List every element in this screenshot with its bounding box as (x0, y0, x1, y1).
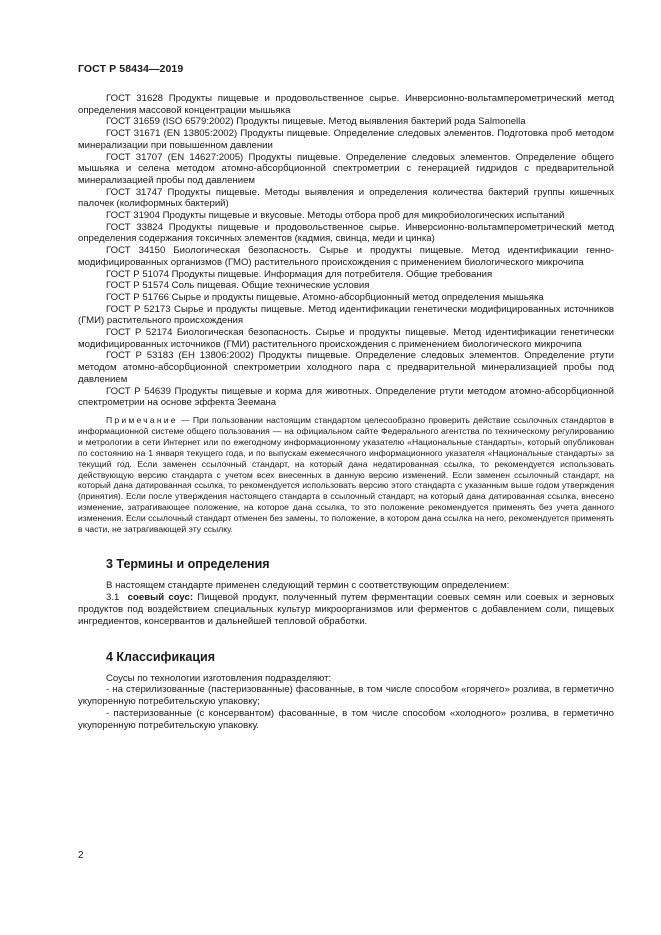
term-definition (78, 592, 614, 628)
reference-item: ГОСТ 33824 Продукты пищевые и продовольственное сырье. Инверсионно-вольтамперометрический метод определения содержания токсичных элементов (кадмия, свинца, меди и цинка) (78, 221, 614, 245)
reference-item: ГОСТ 31707 (EN 14627:2005) Продукты пищевые. Определение следовых элементов. Определение общего мышьяка и селена методом атомно-абсорбционной спектрометрии с генерацией гидридов с предварительной минерализацией пробы под давлением (78, 151, 614, 186)
reference-item: ГОСТ Р 52173 Сырье и продукты пищевые. Метод идентификации генетически модифицированных источников (ГМИ) растительного происхождения (78, 303, 614, 327)
reference-item: ГОСТ Р 51574 Соль пищевая. Общие технические условия (106, 280, 370, 292)
page-content (78, 93, 614, 732)
reference-item: ГОСТ 31659 (ISO 6579:2002) Продукты пищевые. Метод выявления бактерий рода Salmonella (106, 116, 526, 128)
section-3-intro: В настоящем стандарте применен следующий термин с соответствующим определением: (106, 579, 510, 591)
section-3 (78, 557, 614, 628)
reference-item: ГОСТ Р 51074 Продукты пищевые. Информация для потребителя. Общие требования (106, 268, 493, 280)
note-paragraph (78, 415, 614, 535)
term-definition-text: Пищевой продукт, полученный путем ферментации соевых семян или соевых и зерновых продуктов под воздействием специальных культур микроорганизмов или ферментов с добавлением соли, пищевых ингредиентов, консервантов и дальнейшей тепловой обработки. (78, 591, 614, 627)
reference-item: ГОСТ Р 54639 Продукты пищевые и корма для животных. Определение ртути методом атомно-абсорбционной спектрометрии на основе эффекта Зеемана (78, 385, 614, 409)
note-text: — При пользовании настоящим стандартом целесообразно проверить действие ссылочных стандартов в информационной системе общего пользования — на официальном сайте Федерального агентства по техническому регулированию и метрологии в сети Интернет или по ежегодному информационному указателю «Национальные стандарты», который опубликован по состоянию на 1 января текущего года, и по выпускам ежемесячного информационного указателя «Национальные стандарты» за текущий год. Если заменен ссылочный стандарт, на который дана недатированная ссылка, то рекомендуется использовать действующую версию стандарта с учетом всех внесенных в данную версию изменений. Если заменен ссылочный стандарт, на который дана датированная ссылка, то рекомендуется использовать версию этого стандарта с указанным выше годом утверждения (принятия). Если после утверждения настоящего стандарта в ссылочный стандарт, на который дана датированная ссылка, внесено изменение, затрагивающее положение, на которое дана ссылка, то это положение рекомендуется применять без учета данного изменения. Если ссылочный стандарт отменен без замены, то положение, в котором дана ссылка на него, рекомендуется применять в части, не затрагивающей эту ссылку. (78, 414, 614, 535)
reference-item: ГОСТ 34150 Биологическая безопасность. Сырье и продукты пищевые. Метод идентификации генно-модифицированных организмов (ГМО) растительного происхождения с применением биологического микрочипа (78, 245, 614, 268)
document-header: ГОСТ Р 58434—2019 (78, 63, 184, 75)
section-3-title: 3 Термины и определения (106, 556, 270, 571)
classification-item: - пастеризованные (с консервантом) фасованные, в том числе способом «холодного» розлива, в герметично укупоренную потребительскую упаковку. (78, 708, 614, 732)
term-name: соевый соус: (127, 591, 194, 603)
page-number: 2 (78, 850, 84, 861)
reference-item: ГОСТ 31671 (EN 13805:2002) Продукты пищевые. Определение следовых элементов. Подготовка проб методом минерализации при повышенном давлении (78, 128, 614, 151)
reference-item: ГОСТ Р 51766 Сырье и продукты пищевые. Атомно-абсорбционный метод определения мышьяка (106, 291, 544, 303)
term-number: 3.1 (106, 591, 120, 603)
note-label: Примечание (106, 414, 178, 425)
reference-item: ГОСТ 31747 Продукты пищевые. Методы выявления и определения количества бактерий группы кишечных палочек (колиформных бактерий) (78, 186, 614, 210)
section-4-intro: Соусы по технологии изготовления подразделяют: (106, 672, 332, 684)
section-4 (78, 650, 614, 733)
section-4-title: 4 Классификация (106, 649, 216, 664)
classification-item: - на стерилизованные (пастеризованные) фасованные, в том числе способом «горячего» розлива, в герметично укупоренную потребительскую упаковку; (78, 684, 614, 708)
reference-item: ГОСТ Р 53183 (ЕН 13806:2002) Продукты пищевые. Определение следовых элементов. Определение ртути методом атомно-абсорбционной спектрометрии холодного пара с предварительной минерализацией пробы под давлением (78, 350, 614, 385)
reference-item: ГОСТ 31904 Продукты пищевые и вкусовые. Методы отбора проб для микробиологических испытаний (106, 210, 565, 222)
reference-item: ГОСТ Р 52174 Биологическая безопасность. Сырье и продукты пищевые. Метод идентификации генетически модифицированных источников (ГМИ) растительного происхождения с применением биологического микрочипа (78, 327, 614, 350)
reference-item: ГОСТ 31628 Продукты пищевые и продовольственное сырье. Инверсионно-вольтамперометрический метод определения массовой концентрации мышьяка (78, 93, 614, 116)
normative-references-list (78, 93, 614, 409)
